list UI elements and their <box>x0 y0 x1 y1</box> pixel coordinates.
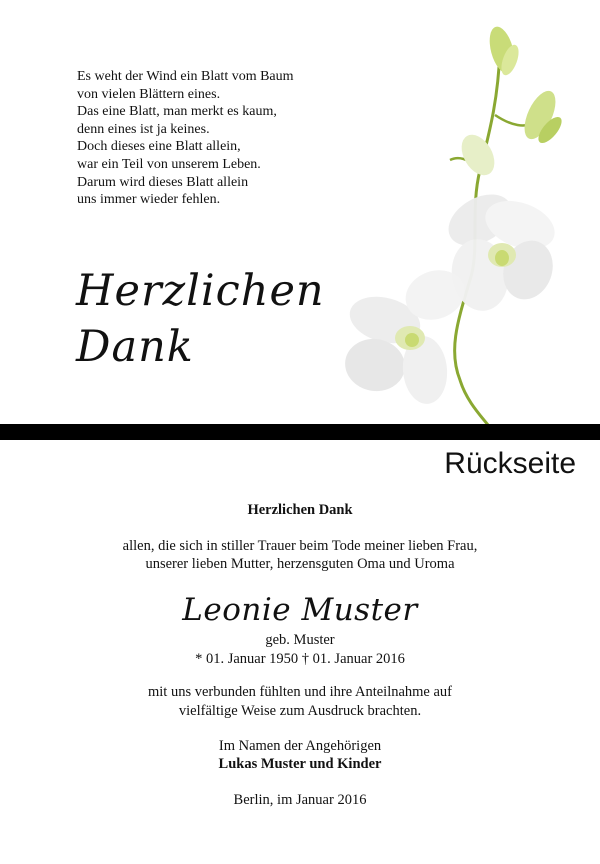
poem-line: Es weht der Wind ein Blatt vom Baum <box>77 69 294 84</box>
life-dates: * 01. Januar 1950 † 01. Januar 2016 <box>195 651 405 667</box>
thanks-line: mit uns verbunden fühlten und ihre Anteilnahme auf <box>147 684 453 700</box>
birth-name: geb. Muster <box>265 632 335 648</box>
poem-line: Das eine Blatt, man merkt es kaum, <box>77 104 277 120</box>
back-side-label: Rückseite <box>444 447 576 480</box>
signoff-line: Im Namen der Angehörigen <box>218 738 382 754</box>
poem-line: uns immer wieder fehlen. <box>77 192 221 208</box>
poem <box>77 68 294 209</box>
intro-line: unserer lieben Mutter, herzensguten Oma und Uroma <box>145 556 455 572</box>
poem-line: war ein Teil von unserem Leben. <box>77 156 261 172</box>
poem-line: denn eines ist ja keines. <box>77 121 210 137</box>
divider-bar <box>0 424 600 440</box>
heading-herzlichen: Herzlichen <box>76 266 325 316</box>
card-front <box>0 0 600 425</box>
poem-line: von vielen Blättern eines. <box>77 86 221 102</box>
signoff-family: Lukas Muster und Kinder <box>218 756 382 772</box>
heading-dank: Dank <box>76 322 194 372</box>
orchid-flower <box>341 262 471 406</box>
intro-line: allen, die sich in stiller Trauer beim Tode meiner lieben Frau, <box>122 538 478 554</box>
deceased-name: Leonie Muster <box>182 592 418 628</box>
back-title: Herzlichen Dank <box>247 502 353 518</box>
poem-line: Doch dieses eine Blatt allein, <box>77 139 241 155</box>
place-date: Berlin, im Januar 2016 <box>233 792 367 808</box>
orchid-branch-illustration <box>330 20 600 430</box>
orchid-bud <box>455 129 501 181</box>
poem-line: Darum wird dieses Blatt allein <box>77 174 249 190</box>
thanks-line: vielfältige Weise zum Ausdruck brachten. <box>178 703 422 719</box>
